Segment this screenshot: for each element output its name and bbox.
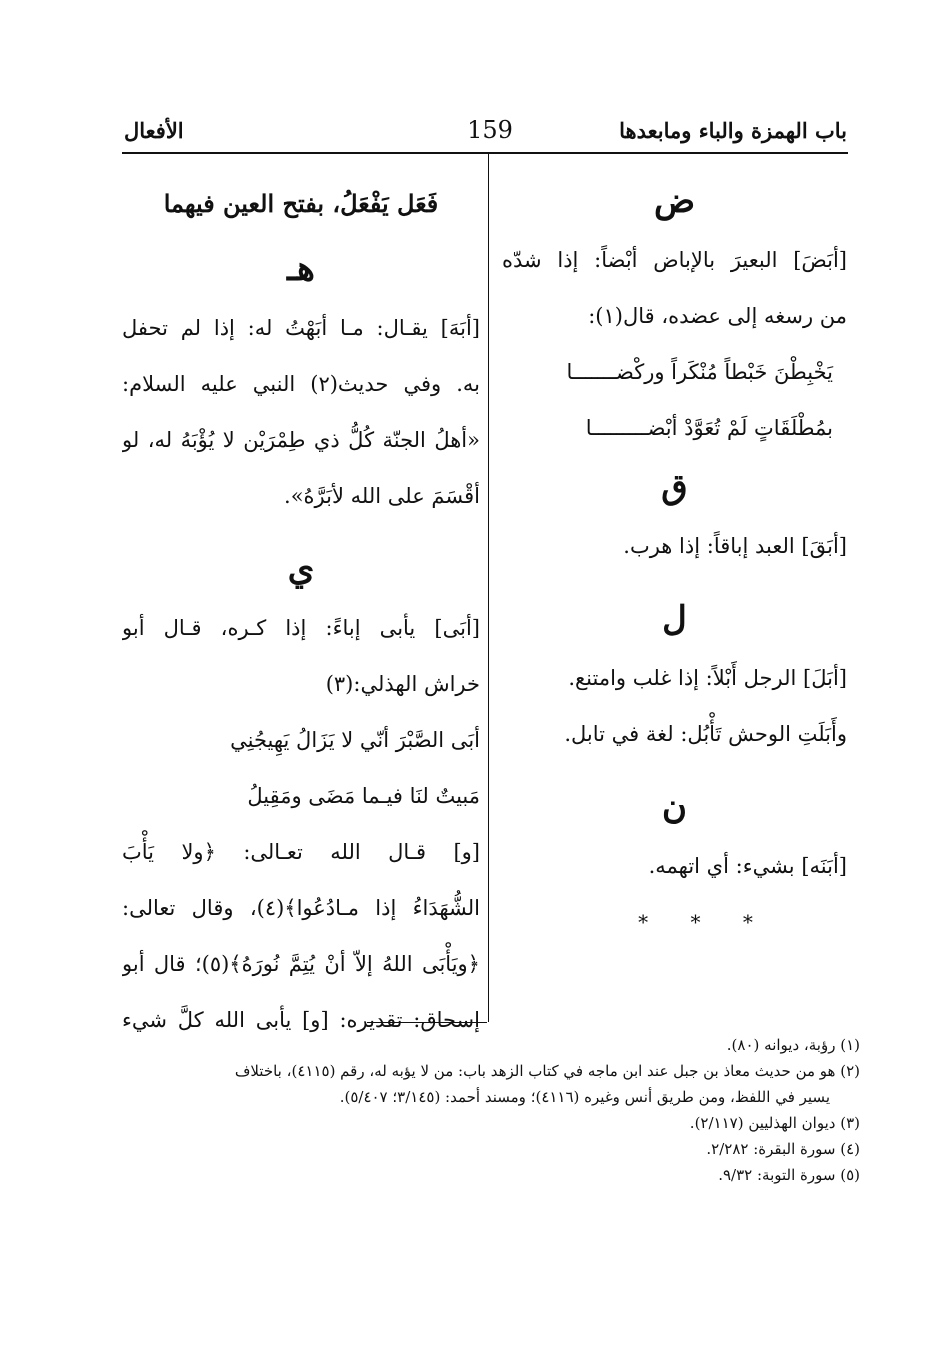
section-letter-dad: ض bbox=[653, 181, 696, 221]
entry-line: خراش الهذلي:(٣) bbox=[325, 672, 480, 696]
footnotes bbox=[120, 1032, 860, 1188]
entry-line: الشُّهَدَاءُ إذا مـادُعُوا﴾(٤)، وقال تعالى: bbox=[122, 896, 480, 920]
section-letter-ha: هـ bbox=[287, 249, 315, 289]
right-column bbox=[502, 170, 847, 950]
entry-line: [و] قـال الله تعـالى: ﴿ولا يَأْبَ bbox=[122, 840, 480, 864]
section-end-stars: * * * bbox=[638, 910, 771, 934]
entry-line: أقْسَمَ على الله لأبَرَّهُ». bbox=[284, 484, 480, 508]
footnote: (٤) سورة البقرة: ٢/٢٨٢. bbox=[706, 1140, 860, 1158]
entry-line: ﴿ويَأْبَى اللهُ إلاّ أنْ يُتِمَّ نُورَهُ﴾(٥)؛ قال أبو bbox=[122, 952, 480, 976]
entry-line: وأَبَلَتِ الوحش تَأْبُل: لغة في تابل. bbox=[564, 722, 847, 746]
header-left-title: الأفعال bbox=[124, 118, 184, 143]
entry-line: [أبَى] يأبى إباءً: إذا كـره، قـال أبو bbox=[122, 616, 480, 640]
entry-line: من رسغه إلى عضده، قال(١): bbox=[588, 304, 847, 328]
footnote-rule bbox=[367, 1022, 487, 1023]
verse-line: يَخْبِطْنَ خَبْطاً مُنْكَراً وركْضـــــــا bbox=[566, 360, 833, 384]
header-rule bbox=[122, 152, 848, 154]
footnote: (٢) هو من حديث معاذ بن جبل عند ابن ماجه في كتاب الزهد باب: من لا يؤبه له، رقم (٤١١٥)، باختلاف bbox=[234, 1062, 860, 1080]
entry-line: [أبَقَ] العبد إباقاً: إذا هرب. bbox=[623, 534, 847, 558]
entry-line: [أبَضَ] البعيرَ بالإباض أبْضاً: إذا شدّه bbox=[502, 248, 847, 272]
section-letter-nun: ن bbox=[662, 787, 687, 827]
section-letter-lam: ل bbox=[662, 599, 687, 639]
entry-line: «أهلُ الجنّة كُلُّ ذي طِمْرَيْن لا يُؤْبَهُ له، لو bbox=[122, 428, 480, 452]
footnote: (١) رؤبة، ديوانه (٨٠). bbox=[726, 1036, 860, 1054]
header-right-title: باب الهمزة والباء ومابعدها bbox=[619, 118, 847, 143]
section-letter-qaf: ق bbox=[661, 467, 688, 507]
verse-line: مَبيتٌ لنَا فيـما مَضَى ومَقِيلُ bbox=[247, 784, 480, 808]
entry-line: [أبَلَ] الرجل أَبْلاً: إذا غلب وامتنع. bbox=[568, 666, 847, 690]
verse-line: أبَى الصَّبْرَ أنّي لا يَزَالُ يَهِيجُنِي bbox=[230, 728, 480, 752]
entry-line: [أبَهَ] يقـال: مـا أبَهْتُ له: إذا لم تحفل bbox=[122, 316, 480, 340]
verse-line: بمُطْلَقَاتٍ لَمْ تُعَوَّدْ أبْضـــــــــا bbox=[585, 416, 833, 440]
entry-line: [أبَنَه] بشيء: أي اتهمه. bbox=[648, 854, 847, 878]
column-divider bbox=[488, 152, 489, 1022]
footnote: (٥) سورة التوبة: ٩/٣٢. bbox=[718, 1166, 860, 1184]
left-column bbox=[122, 170, 480, 1048]
chapter-title: فَعَل يَفْعَلُ، بفتح العين فيهما bbox=[163, 189, 439, 218]
page-number: 159 bbox=[467, 116, 513, 144]
entry-line: به. وفي حديث(٢) النبي عليه السلام: bbox=[122, 372, 480, 396]
section-letter-ya: ي bbox=[287, 549, 315, 589]
entry-line: إسحاق: تقديره: [و] يأبى الله كلَّ شيء bbox=[122, 1008, 480, 1032]
footnote: يسير في اللفظ، ومن طريق أنس وغيره (٤١١٦)؛ ومسند أحمد: (٣/١٤٥؛ ٥/٤٠٧). bbox=[339, 1088, 830, 1106]
footnote: (٣) ديوان الهذليين (٢/١١٧). bbox=[689, 1114, 860, 1132]
